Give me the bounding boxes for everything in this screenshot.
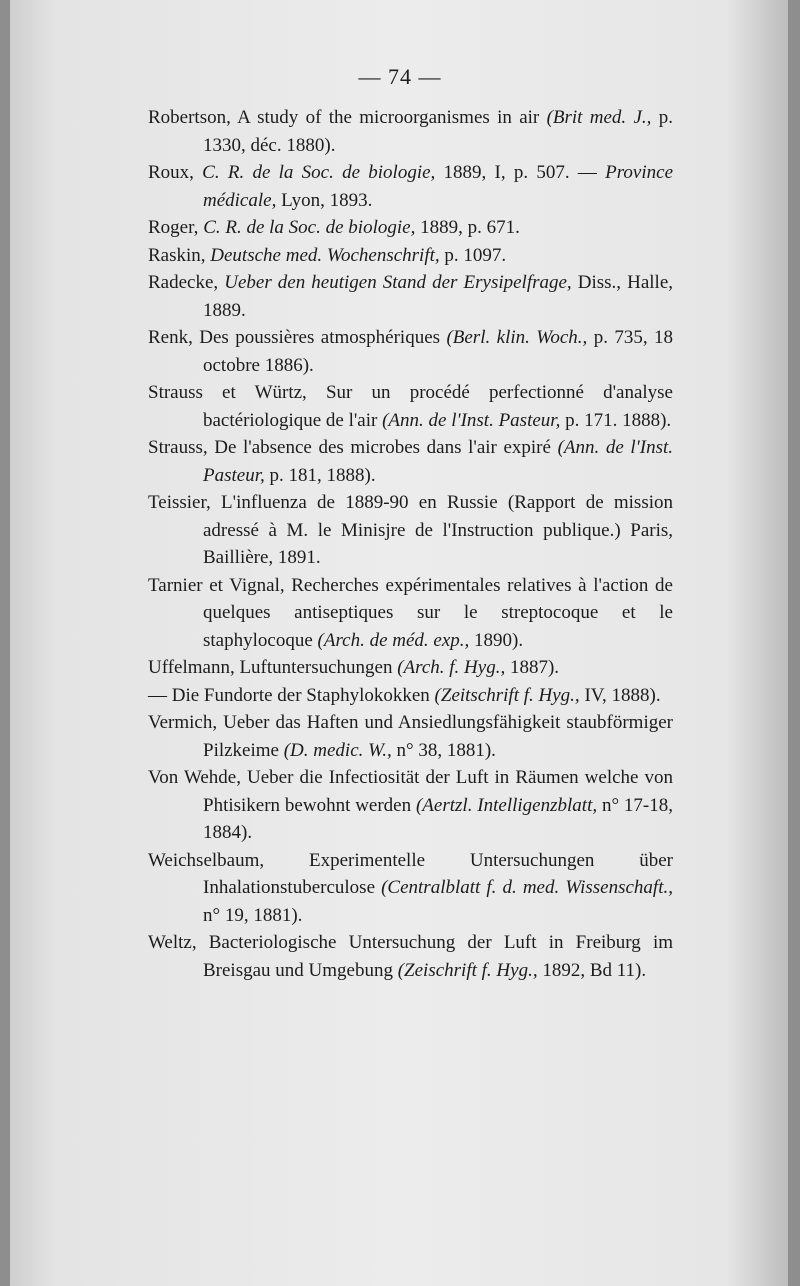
bibliography-entry: — Die Fundorte der Staphylokokken (Zeitschrift f. Hyg., IV, 1888). bbox=[148, 684, 661, 706]
page-number: — 74 — bbox=[358, 64, 442, 89]
bibliography-entry: Strauss, De l'absence des microbes dans l'air expiré (Ann. de l'Inst. Pasteur, p. 181, 1888). bbox=[148, 437, 673, 486]
bibliography-entry: Strauss et Würtz, Sur un procédé perfectionné d'analyse bactériologique de l'air (Ann. de l'Inst. Pasteur, p. 171. 1888). bbox=[148, 382, 673, 431]
bibliography-entry: Vermich, Ueber das Haften und Ansiedlungsfähigkeit staubförmiger Pilzkeime (D. medic. W., n° 38, 1881). bbox=[148, 712, 673, 761]
bibliography-entry: Roux, C. R. de la Soc. de biologie, 1889, I, p. 507. — Province médicale, Lyon, 1893. bbox=[148, 162, 673, 211]
bibliography-entry: Teissier, L'influenza de 1889-90 en Russie (Rapport de mission adressé à M. le Minisjre de l'Instruction publique.) Paris, Baillière, 1891. bbox=[148, 492, 673, 568]
bibliography-entry: Weltz, Bacteriologische Untersuchung der Luft in Freiburg im Breisgau und Umgebung (Zeischrift f. Hyg., 1892, Bd 11). bbox=[148, 932, 673, 981]
bibliography-entry: Tarnier et Vignal, Recherches expérimentales relatives à l'action de quelques antiseptiques sur le streptocoque et le staphylocoque (Arch. de méd. exp., 1890). bbox=[148, 574, 673, 651]
bibliography-entry: Renk, Des poussières atmosphériques (Berl. klin. Woch., p. 735, 18 octobre 1886). bbox=[148, 327, 674, 376]
bibliography-entry: Robertson, A study of the microorganismes in air (Brit med. J., p. 1330, déc. 1880). bbox=[148, 107, 673, 156]
bibliography-entry: Radecke, Ueber den heutigen Stand der Erysipelfrage, Diss., Halle, 1889. bbox=[148, 272, 674, 321]
bibliography-entry: Roger, C. R. de la Soc. de biologie, 1889, p. 671. bbox=[148, 217, 520, 238]
bibliography-entry: Raskin, Deutsche med. Wochenschrift, p. 1097. bbox=[148, 244, 507, 266]
bibliography-list bbox=[148, 104, 673, 984]
bibliography-entry: Von Wehde, Ueber die Infectiosität der Luft in Räumen welche von Phtisikern bewohnt werden (Aertzl. Intelligenzblatt, n° 17-18, 1884). bbox=[148, 767, 673, 843]
bibliography-entry: Weichselbaum, Experimentelle Untersuchungen über Inhalationstuberculose (Centralblatt f. d. med. Wissenschaft., n° 19, 1881). bbox=[148, 849, 673, 926]
bibliography-entry: Uffelmann, Luftuntersuchungen (Arch. f. Hyg., 1887). bbox=[148, 657, 560, 678]
